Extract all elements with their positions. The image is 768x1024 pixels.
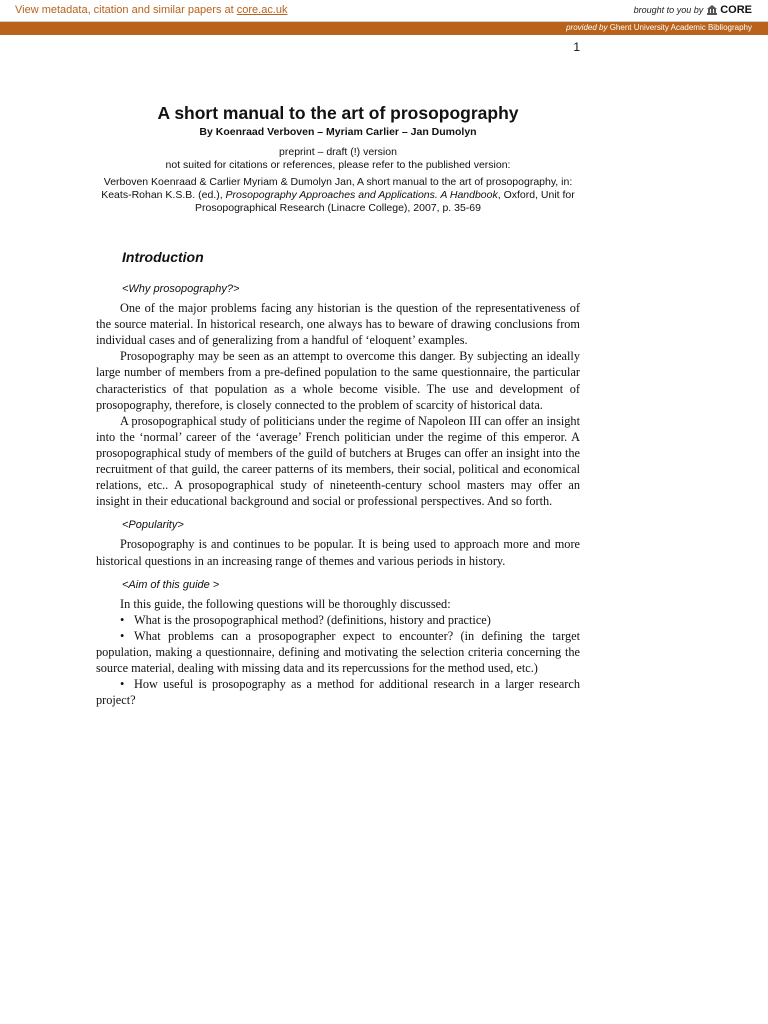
core-logo-icon — [706, 4, 718, 16]
list-item — [96, 676, 580, 708]
body-text — [96, 281, 580, 708]
paragraph: Prosopography is and continues to be popular. It is being used to approach more and more historical questions in an increasing range of themes and various periods in history. — [96, 537, 580, 568]
list-item-text: What problems can a prosopographer expect to encounter? (in defining the target population, making a questionnaire, defining and motivating the selection criteria concerning the source material, dealing with missing data and its repercussions for the method used, etc.) — [96, 628, 580, 676]
aim-intro: In this guide, the following questions will be thoroughly discussed: — [120, 596, 451, 611]
citation-text: Verboven Koenraad & Carlier Myriam & Dumolyn Jan, A short manual to the art of prosopography, in: Keats-Rohan K.S.B. (ed.), — [101, 176, 573, 201]
bullet-marker: • — [120, 677, 125, 692]
preprint-notice — [96, 146, 580, 172]
section-heading-introduction: Introduction — [122, 249, 204, 265]
page-number: 1 — [573, 40, 580, 54]
list-item — [96, 628, 580, 676]
core-brought-by[interactable] — [634, 4, 752, 16]
provided-by-text[interactable] — [566, 23, 752, 32]
bullet-marker: • — [120, 628, 125, 643]
list-item — [96, 612, 580, 628]
subheading-why-prosopography: <Why prosopography?> — [122, 283, 240, 295]
preprint-notice-line1: preprint – draft (!) version — [279, 146, 397, 158]
published-citation — [96, 176, 580, 215]
paragraph: One of the major problems facing any historian is the question of the representativeness of the source material. In historical research, one always has to beware of drawing conclusions from individual cases and of generalizing from a handful of ‘eloquent’ examples. — [96, 301, 580, 348]
paragraph: A prosopographical study of politicians under the regime of Napoleon III can offer an insight into the ‘normal’ career of the ‘average’ French politician under the regime of this emperor. A prosopographical study of members of the guild of butchers at Bruges can offer an insight into the recruitment of that guild, the career patterns of its members, their social, political and economical relations, etc.. A prosopographical study of nineteenth-century school masters may offer an insight in their educational background and social or professional perspectives. And so forth. — [96, 413, 580, 509]
brought-to-you-label: brought to you by — [633, 5, 704, 15]
citation-publisher: , Oxford, Unit for Prosopographical Research (Linacre College), 2007, p. 35-69 — [194, 189, 575, 214]
subheading-aim-of-guide: <Aim of this guide > — [122, 578, 220, 591]
provided-by-bar — [0, 22, 768, 35]
list-item-text: How useful is prosopography as a method for additional research in a larger research project? — [96, 677, 580, 708]
provided-by-label: provided by — [566, 23, 608, 32]
core-view-metadata[interactable] — [15, 4, 288, 16]
paragraph: Prosopography may be seen as an attempt to overcome this danger. By subjecting an ideally large number of members from a pre-defined population to the same questionnaire, the particular characteristics of that population as a whole become visible. The use and development of prosopography, therefore, is closely connected to the problem of scarcity of historical data. — [96, 349, 580, 412]
core-logo — [706, 4, 752, 16]
core-view-prefix: View metadata, citation and similar papers at — [15, 4, 237, 16]
citation-book-title: Prosopography Approaches and Applications. A Handbook — [225, 189, 498, 201]
paper-authors: By Koenraad Verboven – Myriam Carlier – Jan Dumolyn — [199, 126, 477, 138]
core-link[interactable]: core.ac.uk — [236, 4, 288, 16]
core-banner — [0, 0, 768, 22]
subheading-popularity: <Popularity> — [122, 519, 184, 532]
bullet-marker: • — [120, 612, 125, 627]
list-item-text: What is the prosopographical method? (definitions, history and practice) — [134, 612, 491, 627]
core-logo-text: CORE — [720, 4, 752, 16]
paper-title: A short manual to the art of prosopography — [157, 103, 519, 123]
preprint-notice-line2: not suited for citations or references, please refer to the published version: — [165, 159, 511, 171]
provided-by-source: Ghent University Academic Bibliography — [609, 23, 752, 32]
